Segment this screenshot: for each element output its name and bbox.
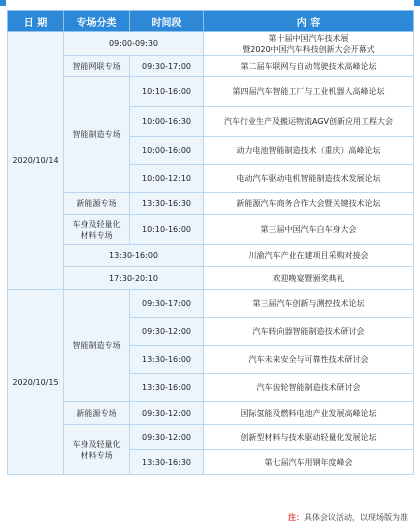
corner-left-decoration — [0, 0, 6, 6]
time-cell: 10:00-16:00 — [130, 137, 204, 165]
category-cell: 智能网联专场 — [64, 56, 130, 77]
time-cell: 09:30-17:00 — [130, 290, 204, 318]
content-cell: 欢迎晚宴暨颁奖典礼 — [204, 267, 414, 290]
time-cell: 13:30-16:30 — [130, 450, 204, 475]
time-cell: 13:30-16:00 — [130, 346, 204, 374]
schedule-table — [7, 10, 414, 475]
table-row — [8, 193, 414, 215]
table-row — [8, 56, 414, 77]
header-date: 日 期 — [8, 11, 64, 32]
time-cell: 09:30-12:00 — [130, 402, 204, 425]
category-cell: 新能源专场 — [64, 402, 130, 425]
content-cell: 汽车齿轮智能制造技术研讨会 — [204, 374, 414, 402]
header-row — [8, 11, 414, 32]
category-cell: 智能制造专场 — [64, 290, 130, 402]
table-row — [8, 215, 414, 245]
time-cell: 13:30-16:30 — [130, 193, 204, 215]
content-cell: 汽车行业生产及搬运物流AGV创新应用工程大会 — [204, 107, 414, 137]
time-cell: 09:30-12:00 — [130, 425, 204, 450]
table-row — [8, 402, 414, 425]
content-cell: 汽车转向器智能制造技术研讨会 — [204, 318, 414, 346]
content-cell: 动力电池智能制造技术（重庆）高峰论坛 — [204, 137, 414, 165]
time-cell: 17:30-20:10 — [64, 267, 204, 290]
time-cell: 10:00-16:30 — [130, 107, 204, 137]
category-cell: 车身及轻量化 材料专场 — [64, 425, 130, 475]
category-cell: 智能制造专场 — [64, 77, 130, 193]
content-cell: 新能源汽车商务合作大会暨关键技术论坛 — [204, 193, 414, 215]
content-cell: 第三届汽车创新与测控技术论坛 — [204, 290, 414, 318]
content-cell: 电动汽车驱动电机智能制造技术发展论坛 — [204, 165, 414, 193]
content-cell: 创新型材料与技术驱动轻量化发展论坛 — [204, 425, 414, 450]
content-cell: 第十届中国汽车技术展 暨2020中国汽车科技创新大会开幕式 — [204, 32, 414, 56]
content-cell: 第二届车联网与自动驾驶技术高峰论坛 — [204, 56, 414, 77]
time-cell: 10:10-16:00 — [130, 215, 204, 245]
content-cell: 第四届汽车智能工厂与工业机器人高峰论坛 — [204, 77, 414, 107]
table-row — [8, 77, 414, 107]
content-cell: 第三届中国汽车白车身大会 — [204, 215, 414, 245]
table-row — [8, 32, 414, 56]
content-cell: 国际氢能及燃料电池产业发展高峰论坛 — [204, 402, 414, 425]
content-cell: 川渝汽车产业在建项目采购对接会 — [204, 245, 414, 267]
content-cell: 汽车未来安全与可靠性技术研讨会 — [204, 346, 414, 374]
header-category: 专场分类 — [64, 11, 130, 32]
table-row — [8, 245, 414, 267]
category-cell: 新能源专场 — [64, 193, 130, 215]
footnote-mark: 注： — [288, 513, 304, 522]
time-cell: 13:30-16:00 — [130, 374, 204, 402]
header-time: 时间段 — [130, 11, 204, 32]
category-cell: 车身及轻量化 材料专场 — [64, 215, 130, 245]
header-content: 内 容 — [204, 11, 414, 32]
table-row — [8, 290, 414, 318]
footnote — [288, 512, 408, 523]
content-cell: 第七届汽车用钢年度峰会 — [204, 450, 414, 475]
time-cell: 13:30-16:00 — [64, 245, 204, 267]
date-cell: 2020/10/15 — [8, 290, 64, 475]
table-row — [8, 267, 414, 290]
corner-right-decoration — [414, 0, 420, 6]
date-cell: 2020/10/14 — [8, 32, 64, 290]
time-cell: 09:00-09:30 — [64, 32, 204, 56]
time-cell: 09:30-12:00 — [130, 318, 204, 346]
table-row — [8, 425, 414, 450]
time-cell: 10:10-16:00 — [130, 77, 204, 107]
time-cell: 10:00-12:10 — [130, 165, 204, 193]
top-decoration — [0, 0, 420, 10]
footnote-text: 具体会议活动，以现场版为准 — [304, 513, 408, 522]
time-cell: 09:30-17:00 — [130, 56, 204, 77]
